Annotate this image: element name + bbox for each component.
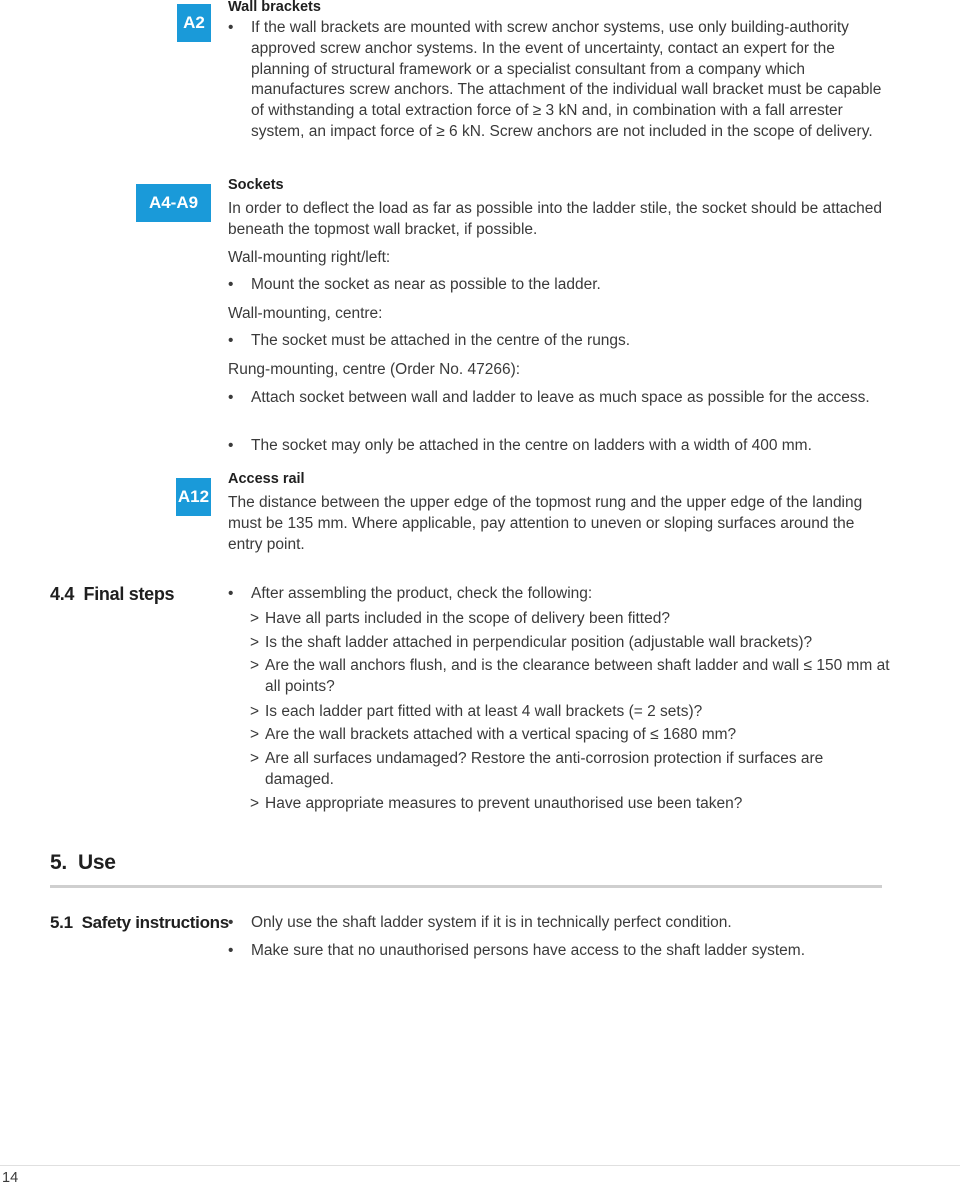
wall-brackets-bullet [228,18,888,143]
check-item [250,633,890,654]
wall-mounting-right-left-text: Mount the socket as near as possible to the ladder. [251,276,601,293]
rung-mounting-text-2: The socket may only be attached in the centre on ladders with a width of 400 mm. [251,437,812,454]
check-text: Are the wall brackets attached with a vertical spacing of ≤ 1680 mm? [265,726,737,743]
arrow-icon: > [250,634,260,651]
bullet-icon: • [228,437,234,454]
bullet-icon: • [228,389,234,406]
wall-mounting-centre-label: Wall-mounting, centre: [228,305,383,322]
check-text: Have appropriate measures to prevent unauthorised use been taken? [265,795,743,812]
safety-instructions-title: 5.1 Safety instructions [50,913,229,932]
check-item [250,609,890,630]
safety-text: Only use the shaft ladder system if it is in technically perfect condition. [251,914,732,931]
check-item [250,702,890,723]
bullet-icon: • [228,19,234,36]
check-item [250,725,890,746]
safety-text: Make sure that no unauthorised persons have access to the shaft ladder system. [251,942,806,959]
rung-mounting-bullet-2 [228,436,888,457]
arrow-icon: > [250,726,260,743]
access-rail-heading: Access rail [228,471,305,487]
check-text: Are all surfaces undamaged? Restore the anti-corrosion protection if surfaces are damaged. [265,750,824,788]
arrow-icon: > [250,750,260,767]
bullet-icon: • [228,276,234,293]
access-rail-text: The distance between the upper edge of the topmost rung and the upper edge of the landing must be 135 mm. Where applicable, pay attention to uneven or sloping surfaces around the entry point. [228,494,863,553]
sockets-intro: In order to deflect the load as far as possible into the ladder stile, the socket should be attached beneath the topmost wall bracket, if possible. [228,200,882,238]
wall-mounting-right-left-bullet [228,275,888,296]
check-text: Are the wall anchors flush, and is the clearance between shaft ladder and wall ≤ 150 mm at all points? [265,657,890,695]
check-text: Is the shaft ladder attached in perpendicular position (adjustable wall brackets)? [265,634,813,651]
wall-brackets-text: If the wall brackets are mounted with screw anchor systems, use only building-authority approved screw anchor systems. In the event of uncertainty, contact an expert for the planning of structural framework or a specialist consultant from a company which manufactures screw anchors. The attachment of the individual wall bracket must be capable of withstanding a total extraction force of ≥ 3 kN and, in combination with a fall arrester system, an impact force of ≥ 6 kN. Screw anchors are not included in the scope of delivery. [251,19,882,140]
check-text: Is each ladder part fitted with at least 4 wall brackets (= 2 sets)? [265,703,703,720]
bullet-icon: • [228,585,234,602]
rung-mounting-bullet-1 [228,388,888,409]
sockets-heading: Sockets [228,177,284,193]
check-item [250,794,890,815]
arrow-icon: > [250,610,260,627]
arrow-icon: > [250,657,260,674]
chapter-use-title: 5. Use [50,851,116,874]
safety-bullet [228,913,888,934]
wall-mounting-centre-bullet [228,331,888,352]
chapter-divider [50,885,882,888]
page-number: 14 [2,1170,19,1186]
wall-mounting-centre-text: The socket must be attached in the centre of the rungs. [251,332,631,349]
check-item [250,656,890,698]
badge-a4-a9: A4-A9 [136,184,211,222]
arrow-icon: > [250,795,260,812]
footer-divider [0,1165,960,1166]
badge-a2: A2 [177,4,211,42]
safety-bullet [228,941,888,962]
arrow-icon: > [250,703,260,720]
final-steps-text: After assembling the product, check the following: [251,585,593,602]
bullet-icon: • [228,942,234,959]
final-steps-bullet [228,584,888,605]
check-text: Have all parts included in the scope of delivery been fitted? [265,610,670,627]
badge-a12: A12 [176,478,211,516]
check-item [250,749,890,791]
rung-mounting-label: Rung-mounting, centre (Order No. 47266): [228,361,521,378]
wall-brackets-heading: Wall brackets [228,0,321,15]
bullet-icon: • [228,332,234,349]
final-steps-title: 4.4 Final steps [50,584,175,604]
bullet-icon: • [228,914,234,931]
rung-mounting-text-1: Attach socket between wall and ladder to leave as much space as possible for the access. [251,389,870,406]
wall-mounting-right-left-label: Wall-mounting right/left: [228,249,391,266]
